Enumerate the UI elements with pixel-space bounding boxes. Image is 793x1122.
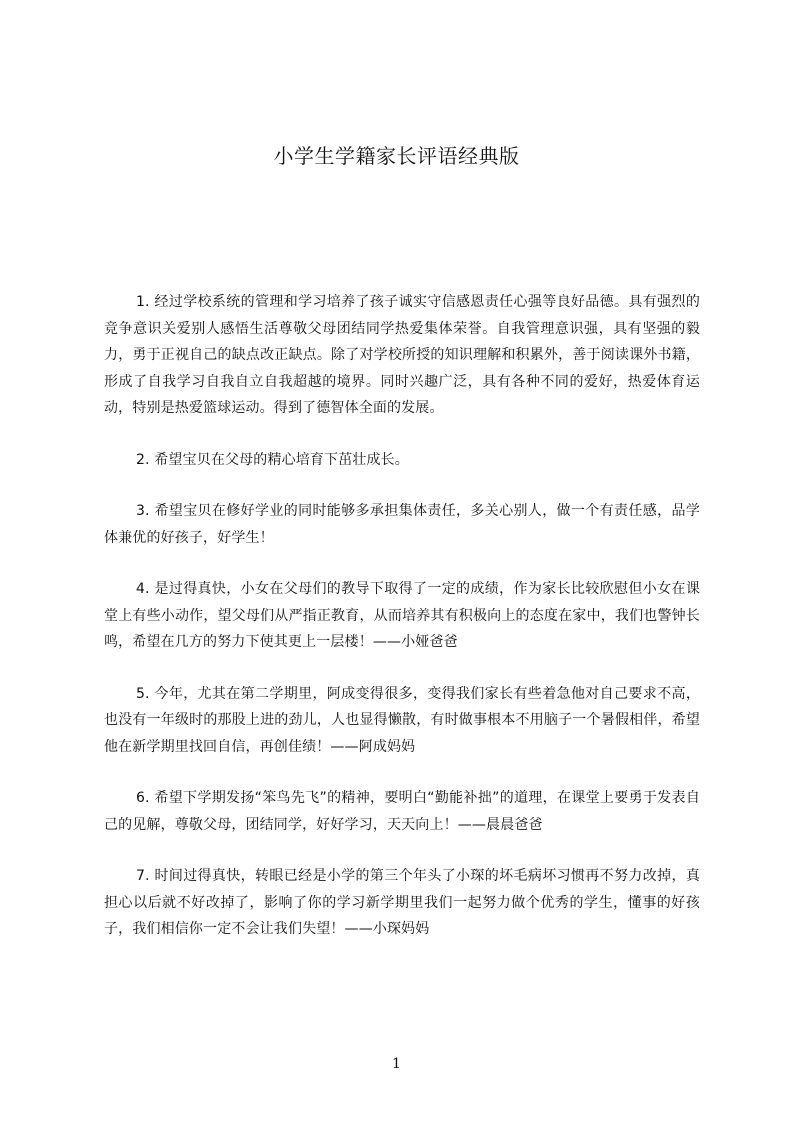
paragraph-4: 4. 是过得真快，小女在父母们的教导下取得了一定的成绩，作为家长比较欣慰但小女在课堂上有些小动作，望父母们从严指正教育，从而培养其有积极向上的态度在家中，我们也警钟长鸣，希望在几方的努力下使其更上一层楼！——小娅爸爸 xyxy=(104,581,700,650)
paragraph-3: 3. 希望宝贝在修好学业的同时能够多承担集体责任，多关心别人，做一个有责任感，品学体兼优的好孩子，好学生！ xyxy=(104,503,700,546)
document-body xyxy=(104,289,700,968)
paragraph-7: 7. 时间过得真快，转眼已经是小学的第三个年头了小琛的坏毛病坏习惯再不努力改掉，真担心以后就不好改掉了，影响了你的学习新学期里我们一起努力做个优秀的学生，懂事的好孩子，我们相信你一定不会让我们失望！——小琛妈妈 xyxy=(104,868,700,937)
page-number: 1 xyxy=(392,1056,401,1072)
paragraph-2: 2. 希望宝贝在父母的精心培育下茁壮成长。 xyxy=(136,451,409,468)
paragraph-1: 1. 经过学校系统的管理和学习培养了孩子诚实守信感恩责任心强等良好品德。具有强烈的竞争意识关爱别人感悟生活尊敬父母团结同学热爱集体荣誉。自我管理意识强，具有坚强的毅力，勇于正视自己的缺点改正缺点。除了对学校所授的知识理解和积累外，善于阅读课外书籍，形成了自我学习自我自立自我超越的境界。同时兴趣广泛，具有各种不同的爱好，热爱体育运动，特别是热爱篮球运动。得到了德智体全面的发展。 xyxy=(104,294,700,416)
paragraph-5: 5. 今年，尤其在第二学期里，阿成变得很多，变得我们家长有些着急他对自己要求不高，也没有一年级时的那股上进的劲儿，人也显得懒散，有时做事根本不用脑子一个暑假相伴，希望他在新学期里找回自信，再创佳绩！——阿成妈妈 xyxy=(104,685,700,755)
document-title: 小学生学籍家长评语经典版 xyxy=(273,144,520,168)
paragraph-6: 6. 希望下学期发扬“笨鸟先飞”的精神，要明白“勤能补拙”的道理，在课堂上要勇于发表自己的见解，尊敬父母，团结同学，好好学习，天天向上！——晨晨爸爸 xyxy=(104,790,700,833)
